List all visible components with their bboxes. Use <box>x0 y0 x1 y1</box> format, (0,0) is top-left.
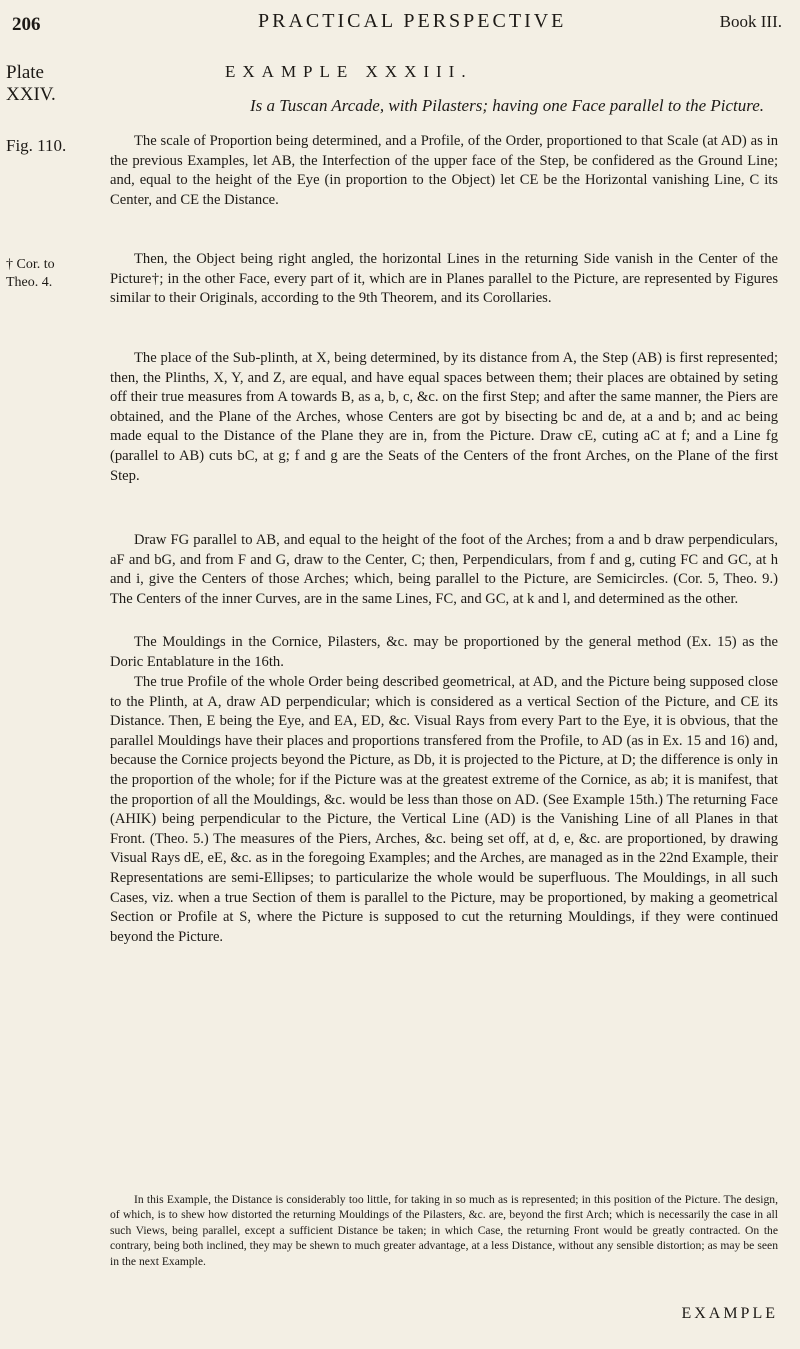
paragraph-1: The scale of Proportion being determined, and a Profile, of the Order, proportioned to that Scale (at AD) as in the previous Examples, let AB, the Interfection of the upper face of the Step, be confidered as the Ground Line; and, equal to the height of the Eye (in proportion to the Object) let CE be the Horizontal vanishing Line, C its Center, and CE the Distance. <box>110 133 778 208</box>
paragraph-5: The Mouldings in the Cornice, Pilasters, &c. may be proportioned by the general method (Ex. 15) as the Doric Entablature in the 16th. <box>110 634 778 670</box>
margin-plate-note <box>6 62 106 106</box>
plate-label: Plate <box>6 62 44 83</box>
corollary-ref-line2: Theo. 4. <box>6 275 53 290</box>
margin-corollary-note <box>6 256 106 292</box>
footnote: In this Example, the Distance is considerably too little, for taking in so much as is represented; in this position of the Picture. The design, of which, is to shew how distorted the returning Mouldings of the Pilasters, &c. are, beyond the first Arch; which is necessarily the case in all such Views, being parallel, except a sufficient Distance be taken; in which Case, the returning Front would be greatly contracted. On the contrary, being both inclined, they may be shewn to much greater advantage, at a less Distance, without any sensible distortion; as may be seen in the next Example. <box>110 1193 778 1268</box>
corollary-ref-line1: † Cor. to <box>6 257 55 272</box>
plate-number: XXIV. <box>6 84 56 105</box>
paragraph-3: The place of the Sub-plinth, at X, being determined, by its distance from A, the Step (AB) is first represented; then, the Plinths, X, Y, and Z, are equal, and have equal spaces between them; their places are obtained by seting off their true measures from A towards B, as a, b, c, &c. on the first Step; and after the same manner, the Piers are obtained, and the Plane of the Arches, whose Centers are got by bisecting bc and de, at a and b; and ac being made equal to the Distance of the Plane they are in, from the Picture. Draw cE, cuting aC at f; and a Line fg (parallel to AB) cuts bC, at g; f and g are the Seats of the Centers of the front Arches, on the Plane of the first Step. <box>110 350 778 484</box>
page-number: 206 <box>12 14 41 35</box>
paragraph-4: Draw FG parallel to AB, and equal to the height of the foot of the Arches; from a and b draw perpendiculars, aF and bG, and from F and G, draw to the Center, C; then, Perpendiculars, from f and g, cuting FC and GC, at h and i, give the Centers of those Arches; which, being parallel to the Picture, are Semicircles. (Cor. 5, Theo. 9.) The Centers of the inner Curves, are in the same Lines, FC, and GC, at k and l, and determined as the other. <box>110 532 778 607</box>
example-subtitle: Is a Tuscan Arcade, with Pilasters; having one Face parallel to the Picture. <box>250 96 765 115</box>
running-title: PRACTICAL PERSPECTIVE <box>258 10 567 32</box>
catchword: EXAMPLE <box>681 1305 778 1322</box>
book-reference: Book III. <box>719 12 782 31</box>
margin-figure-note: Fig. 110. <box>6 136 67 155</box>
page-header <box>8 6 786 36</box>
paragraph-6: The true Profile of the whole Order being described geometrical, at AD, and the Picture being supposed close to the Plinth, at A, draw AD perpendicular; which is considered as a vertical Section of the Picture, and CE its Distance. Then, E being the Eye, and EA, ED, &c. Visual Rays from every Part to the Eye, it is obvious, that the parallel Mouldings have their places and proportions transfered from the Profile, to AD (as in Ex. 15 and 16) and, because the Cornice projects beyond the Picture, as Db, it is projected to the Picture, at D; the difference is only in the proportion of the whole; for if the Picture was at the greatest extreme of the Cornice, as ab; it is manifest, that the proportion of all the Mouldings, &c. would be less than those on AD. (See Example 15th.) The returning Face (AHIK) being perpendicular to the Picture, the Vertical Line (AD) is the Vanishing Line of all Planes in that Front. (Theo. 5.) The measures of the Piers, Arches, &c. being set off, at d, e, &c. are proportioned, by drawing Visual Rays dE, eE, &c. as in the foregoing Examples; and the Arches, are managed as in the 22nd Example, their Representations are semi-Ellipses; to particularize the whole would be superfluous. The Mouldings, in all such Cases, viz. when a true Section of them is parallel to the Picture, may be proportioned, by making a geometrical Section or Profile at S, where the Picture is supposed to cut the returning Mouldings, if they were continued beyond the Picture. <box>110 674 778 945</box>
example-title: EXAMPLE XXXIII. <box>225 62 473 81</box>
paragraph-2: Then, the Object being right angled, the horizontal Lines in the returning Side vanish in the Center of the Picture†; in the other Face, every part of it, which are in Planes parallel to the Picture, are represented by Figures similar to their Originals, according to the 9th Theorem, and its Corollaries. <box>110 251 778 307</box>
